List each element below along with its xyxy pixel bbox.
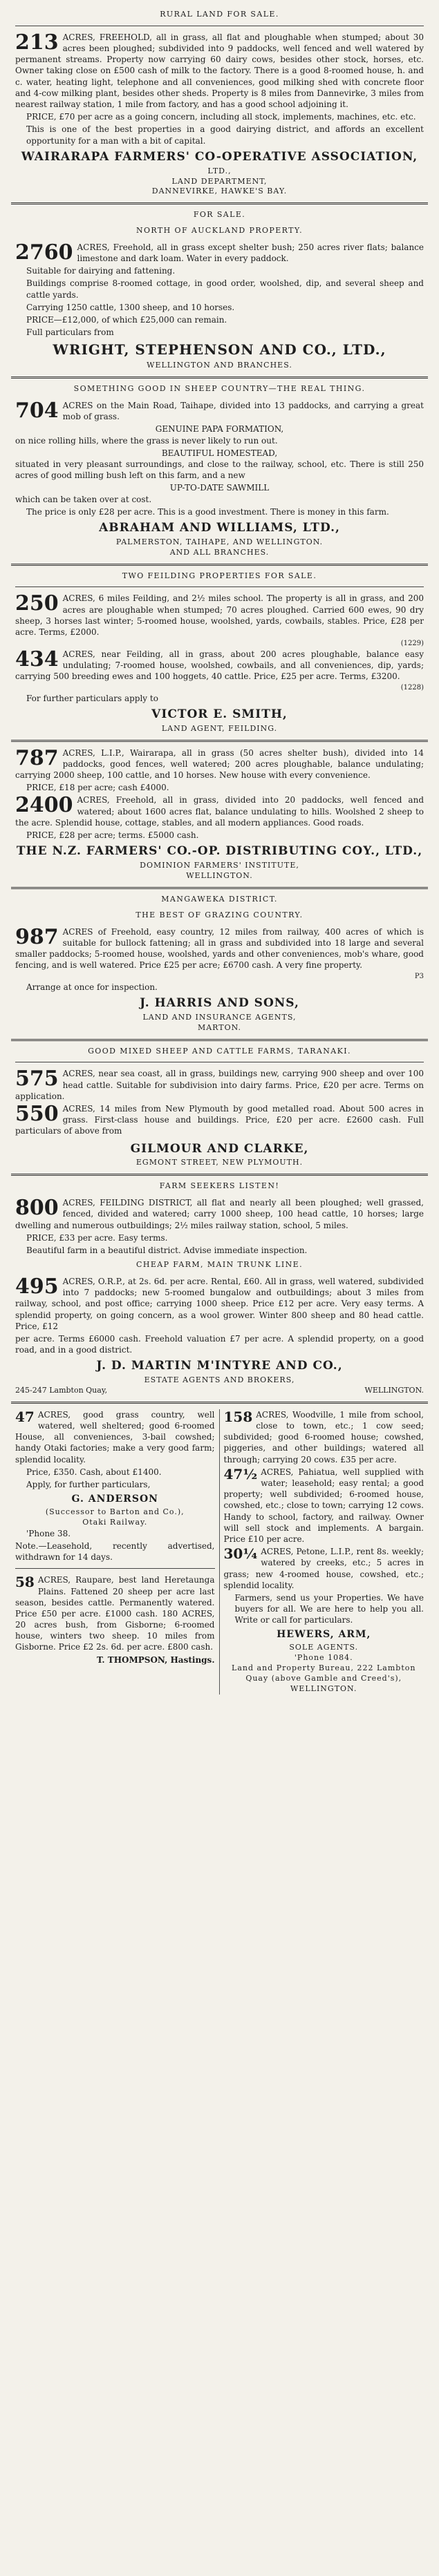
listing-text: ACRES of Freehold, easy country, 12 miles from railway, 400 acres of which is suitable for bullock fattening; all in grass and subdivided into 18 large and several smaller paddocks; 5-roomed house, woolshed, yards and other conveniences, mob's whare, good fencing, and is well watered. Price £25 per acre; £6700 cash. A very fine property. — [15, 926, 424, 971]
listing-buildings: Buildings comprise 8-roomed cottage, in good order, woolshed, dip, and several sheep and cattle yards. — [26, 278, 424, 300]
firm-name: GILMOUR AND CLARKE, — [130, 1141, 309, 1156]
section-header: TWO FEILDING PROPERTIES FOR SALE. — [122, 571, 317, 580]
firm-name: WRIGHT, STEPHENSON AND CO., LTD., — [53, 341, 386, 359]
left-column — [11, 1409, 220, 1695]
acreage-number: 2760 — [15, 240, 73, 265]
section-subheader: NORTH OF AUCKLAND PROPERTY. — [136, 226, 303, 236]
listing-price: The price is only £28 per acre. This is a good investment. There is money in this farm. — [26, 506, 389, 517]
firm-location: WELLINGTON. — [290, 1683, 357, 1693]
subheading: GENUINE PAPA FORMATION, — [155, 424, 284, 435]
listing-contact: Apply, for further particulars, — [26, 1480, 151, 1489]
firm-name: WAIRARAPA FARMERS' CO-OPERATIVE ASSOCIATION, — [21, 149, 418, 164]
section-header: MANGAWEKA DISTRICT. — [161, 894, 278, 904]
right-column — [220, 1409, 429, 1695]
listing-contact: Full particulars from — [26, 327, 114, 338]
firm-department: (Successor to Barton and Co.), — [45, 1507, 185, 1517]
acreage-number: 2400 — [15, 793, 73, 818]
divider — [11, 1402, 428, 1404]
acreage-number: 47 — [15, 1408, 35, 1425]
listing-text: situated in very pleasant surroundings, and close to the railway, school, etc. There is still 250 acres of good milling bush left on this farm, and a new — [15, 459, 424, 481]
listing-text: ACRES, Raupare, best land Heretaunga Plains. Fattened 20 sheep per acre last season, besides cattle. Permanently watered. Price £50 per acre. £1000 cash. 180 ACRES, 20 acres bush, from Gisborne; 6-roomed house, winters two sheep. 10 miles from Gisborne. Price £2 2s. 6d. per acre. £800 cash. — [15, 1575, 215, 1652]
sheep-country-section — [11, 384, 428, 557]
acreage-number: 158 — [223, 1408, 253, 1425]
phone-number: 'Phone 1084. — [294, 1653, 353, 1663]
taranaki-section — [11, 1047, 428, 1169]
divider — [11, 740, 428, 742]
section-subheader: CHEAP FARM, MAIN TRUNK LINE. — [136, 1260, 303, 1270]
firm-department: ESTATE AGENTS AND BROKERS, — [144, 1375, 295, 1385]
divider — [11, 376, 428, 379]
firm-name: VICTOR E. SMITH, — [151, 707, 288, 721]
firm-name: J. HARRIS AND SONS, — [140, 995, 299, 1010]
acreage-number: 575 — [15, 1067, 59, 1091]
firm-location: LAND AGENT, FEILDING. — [161, 723, 278, 733]
reference-number: (1228) — [400, 684, 424, 692]
section-header: RURAL LAND FOR SALE. — [160, 10, 279, 19]
firm-name: G. ANDERSON — [71, 1494, 158, 1505]
acreage-number: 30¼ — [223, 1545, 258, 1563]
listing-price: PRICE, £70 per acre as a going concern, including all stock, implements, machines, etc. etc. — [26, 112, 416, 122]
listing-text: ACRES, Freehold, all in grass, divided into 20 paddocks, well fenced and watered; about 1600 acres flat, balance undulating to hills. Woolshed 2 sheep to the acre. Splendid house, cottage, stables, and all modern appliances. Good roads. — [15, 795, 424, 828]
listing-text: ACRES, 6 miles Feilding, and 2½ miles school. The property is all in grass, and 200 acres are ploughable when stumped; 70 acres ploughed. Carried 600 ewes, 90 dry sheep, 3 horses last winter; 5-roomed house, woolshed, yards, cowbails, stables. Price, £28 per acre. Terms, £2000. — [15, 593, 424, 637]
mangaweka-section — [11, 895, 428, 1033]
firm-location: WELLINGTON. — [186, 870, 253, 880]
subheading: BEAUTIFUL HOMESTEAD, — [161, 448, 278, 458]
firm-location: EGMONT STREET, NEW PLYMOUTH. — [136, 1158, 303, 1167]
firm-name: THE N.Z. FARMERS' CO.-OP. DISTRIBUTING COY., LTD., — [16, 844, 423, 859]
acreage-number: 58 — [15, 1574, 35, 1591]
firm-department: DOMINION FARMERS' INSTITUTE, — [140, 861, 299, 870]
firm-name: J. D. MARTIN M'INTYRE AND CO., — [96, 1359, 343, 1373]
listing-text: ACRES, FEILDING DISTRICT, all flat and nearly all been ploughed; well grassed, fenced, divided and watered; carry 1000 sheep, 100 head cattle, 10 horses; large dwelling and numerous outbuildings; 2½ miles railway station, school, 5 miles. — [15, 1198, 424, 1230]
listing-text: on nice rolling hills, where the grass is never likely to run out. — [15, 435, 278, 446]
listing-text: which can be taken over at cost. — [15, 494, 152, 504]
listing-text: ACRES, Pahiatua, well supplied with water; leasehold; easy rental; a good property; well subdivided; 6-roomed house, cowshed, etc.; close to town; carrying 12 cows. Handy to school, factory, and railway. Owner will sell stock and implements. A bargain. Price £10 per acre. — [223, 1467, 424, 1544]
acreage-number: 987 — [15, 924, 59, 949]
firm-suffix: LTD., — [207, 166, 232, 175]
acreage-number: 213 — [15, 30, 59, 55]
listing-text: ACRES, O.R.P., at 2s. 6d. per acre. Rental, £60. All in grass, well watered, subdivided into 7 paddocks; new 5-roomed bungalow and outbuildings; about 3 miles from railway, school, and post office; carrying 1000 sheep. Price £12 per acre. Very easy terms. A splendid property, on going concern, as a wool grower. Winter 800 sheep and 80 head cattle. Price, £12 — [15, 1276, 424, 1331]
auckland-property-section — [11, 210, 428, 371]
acreage-number: 787 — [15, 745, 59, 770]
firm-address-row — [15, 1386, 424, 1396]
listing-note: This is one of the best properties in a good dairying district, and affords an excellent opportunity for a man with a bit of capital. — [26, 124, 424, 146]
acreage-number: 495 — [15, 1274, 59, 1299]
firm-department: LAND DEPARTMENT, — [171, 176, 268, 186]
firm-location: PALMERSTON, TAIHAPE, AND WELLINGTON. — [115, 537, 324, 546]
listing-text: ACRES, near sea coast, all in grass, buildings new, carrying 900 sheep and over 100 head cattle. Suitable for subdivision into dairy farms. Price, £20 per acre. Terms on application. — [15, 1069, 424, 1101]
listing-price: PRICE, £33 per acre. Easy terms. — [26, 1232, 168, 1243]
farm-seekers-section — [11, 1181, 428, 1396]
listing-text: ACRES, Petone, L.I.P., rent 8s. weekly; watered by creeks, etc.; 5 acres in grass; new 4-roomed house, cowshed, etc.; splendid locality. — [223, 1547, 424, 1590]
listing-text: ACRES, 14 miles from New Plymouth by good metalled road. About 500 acres in grass. First-class house and buildings. Price, £20 per acre. £2600 cash. Full particulars of above from — [15, 1103, 424, 1136]
listing-text: ACRES, Woodville, 1 mile from school, close to town, etc.; 1 cow seed; subdivided; good 6-roomed house; cowshed, piggeries, and other buildings; watered all through; carrying 20 cows. £35 per acre. — [223, 1409, 424, 1464]
firm-department: LAND AND INSURANCE AGENTS, — [142, 1012, 297, 1022]
firm-location: MARTON. — [197, 1022, 242, 1032]
acreage-number: 250 — [15, 591, 59, 616]
listing-price: PRICE, £18 per acre; cash £4000. — [26, 783, 169, 793]
section-subheader: THE BEST OF GRAZING COUNTRY. — [136, 910, 303, 919]
listing-price: PRICE, £28 per acre; terms. £5000 cash. — [26, 830, 199, 840]
divider — [11, 1039, 428, 1041]
listing-note: Note.—Leasehold, recently advertised, withdrawn for 14 days. — [15, 1540, 215, 1563]
firm-name: ABRAHAM AND WILLIAMS, LTD., — [99, 520, 340, 535]
reference-number: P3 — [414, 973, 424, 981]
firm-location: WELLINGTON. — [364, 1386, 424, 1395]
firm-address: Land and Property Bureau, 222 Lambton Quay (above Gamble and Creed's), — [232, 1663, 416, 1683]
section-header: FOR SALE. — [193, 210, 246, 220]
divider — [15, 1568, 215, 1569]
divider — [15, 586, 424, 587]
section-header: FARM SEEKERS LISTEN! — [159, 1181, 280, 1191]
firm-location: DANNEVIRKE, HAWKE'S BAY. — [151, 187, 288, 196]
feilding-properties-section — [11, 571, 428, 734]
divider — [11, 887, 428, 889]
firm-location: AND ALL BRANCHES. — [169, 547, 270, 557]
divider — [11, 564, 428, 566]
reference-number: (1229) — [400, 640, 424, 648]
acreage-number: 704 — [15, 399, 59, 423]
two-column-listings — [11, 1409, 428, 1695]
firm-address: 245-247 Lambton Quay, — [15, 1386, 108, 1395]
firm-name: HEWERS, ARM, — [277, 1629, 371, 1641]
listing-text: ACRES, L.I.P., Wairarapa, all in grass (50 acres shelter bush), divided into 14 paddocks, good fences, well watered; 200 acres ploughable, balance undulating; carrying 2000 sheep, 100 cattle, and 10 horses. New house with every convenience. — [15, 747, 424, 781]
listing-note: Beautiful farm in a beautiful district. Advise immediate inspection. — [26, 1245, 308, 1255]
listing-text: ACRES, Freehold, all in grass except shelter bush; 250 acres river flats; balance limestone and dark loam. Water in every paddock. — [77, 242, 424, 264]
divider — [11, 202, 428, 204]
listing-stock: Carrying 1250 cattle, 1300 sheep, and 10 horses. — [26, 302, 235, 312]
listing-text: ACRES on the Main Road, Taihape, divided into 13 paddocks, and carrying a great mob of grass. — [62, 401, 424, 422]
rural-land-section — [11, 10, 428, 197]
listing-note: Arrange at once for inspection. — [26, 982, 158, 992]
firm-name: T. THOMPSON, Hastings. — [97, 1654, 215, 1665]
wairarapa-section — [11, 747, 428, 881]
listing-text: ACRES, good grass country, well watered, well sheltered; good 6-roomed House, all conveniences, 3-bail cowshed; handy Otaki factories; make a very good farm; splendid locality. — [15, 1409, 215, 1464]
section-header: GOOD MIXED SHEEP AND CATTLE FARMS, TARANAKI. — [88, 1046, 351, 1056]
listing-note: Suitable for dairying and fattening. — [26, 266, 176, 276]
listing-price: PRICE—£12,000, of which £25,000 can remain. — [26, 315, 227, 325]
acreage-number: 550 — [15, 1101, 59, 1126]
listing-text: per acre. Terms £6000 cash. Freehold valuation £7 per acre. A splendid property, on a good road, and in a good district. — [15, 1333, 424, 1355]
listing-text: ACRES, FREEHOLD, all in grass, all flat and ploughable when stumped; about 30 acres been ploughed; subdivided into 9 paddocks, well fenced and well watered by permanent streams. Property now carrying 60 dairy cows, besides other stock, horses, etc. Owner taking close on £500 cash of milk to the factory. There is a good 8-roomed house, h. and c. water, heating light, telephone and all conveniences, good milking shed with concrete floor and 4-cow milking plant, besides other sheds. Property is 8 miles from Dannevirke, 3 miles from nearest railway station, 1 mile from factory, and has a good school adjoining it. — [15, 32, 424, 109]
listing-text: ACRES, near Feilding, all in grass, about 200 acres ploughable, balance easy undulating; 7-roomed house, woolshed, cowbails, and all conveniences, dip, yards; carrying 500 breeding ewes and 100 hoggets, 40 cattle. Price, £25 per acre. Terms, £3200. — [15, 649, 424, 682]
listing-note: Farmers, send us your Properties. We have buyers for all. We are here to help you all. Write or call for particulars. — [234, 1592, 424, 1625]
listing-contact: For further particulars apply to — [26, 693, 158, 703]
firm-department: SOLE AGENTS. — [289, 1643, 359, 1652]
subheading: UP-TO-DATE SAWMILL — [169, 483, 270, 493]
divider — [11, 1174, 428, 1176]
acreage-number: 47½ — [223, 1465, 258, 1482]
listing-price: Price, £350. Cash, about £1400. — [26, 1467, 162, 1477]
firm-location: Otaki Railway. — [82, 1517, 148, 1527]
firm-location: WELLINGTON AND BRANCHES. — [147, 361, 292, 370]
section-header: SOMETHING GOOD IN SHEEP COUNTRY—THE REAL THING. — [73, 384, 366, 394]
phone-number: 'Phone 38. — [26, 1528, 71, 1538]
acreage-number: 800 — [15, 1196, 59, 1221]
acreage-number: 434 — [15, 647, 59, 671]
